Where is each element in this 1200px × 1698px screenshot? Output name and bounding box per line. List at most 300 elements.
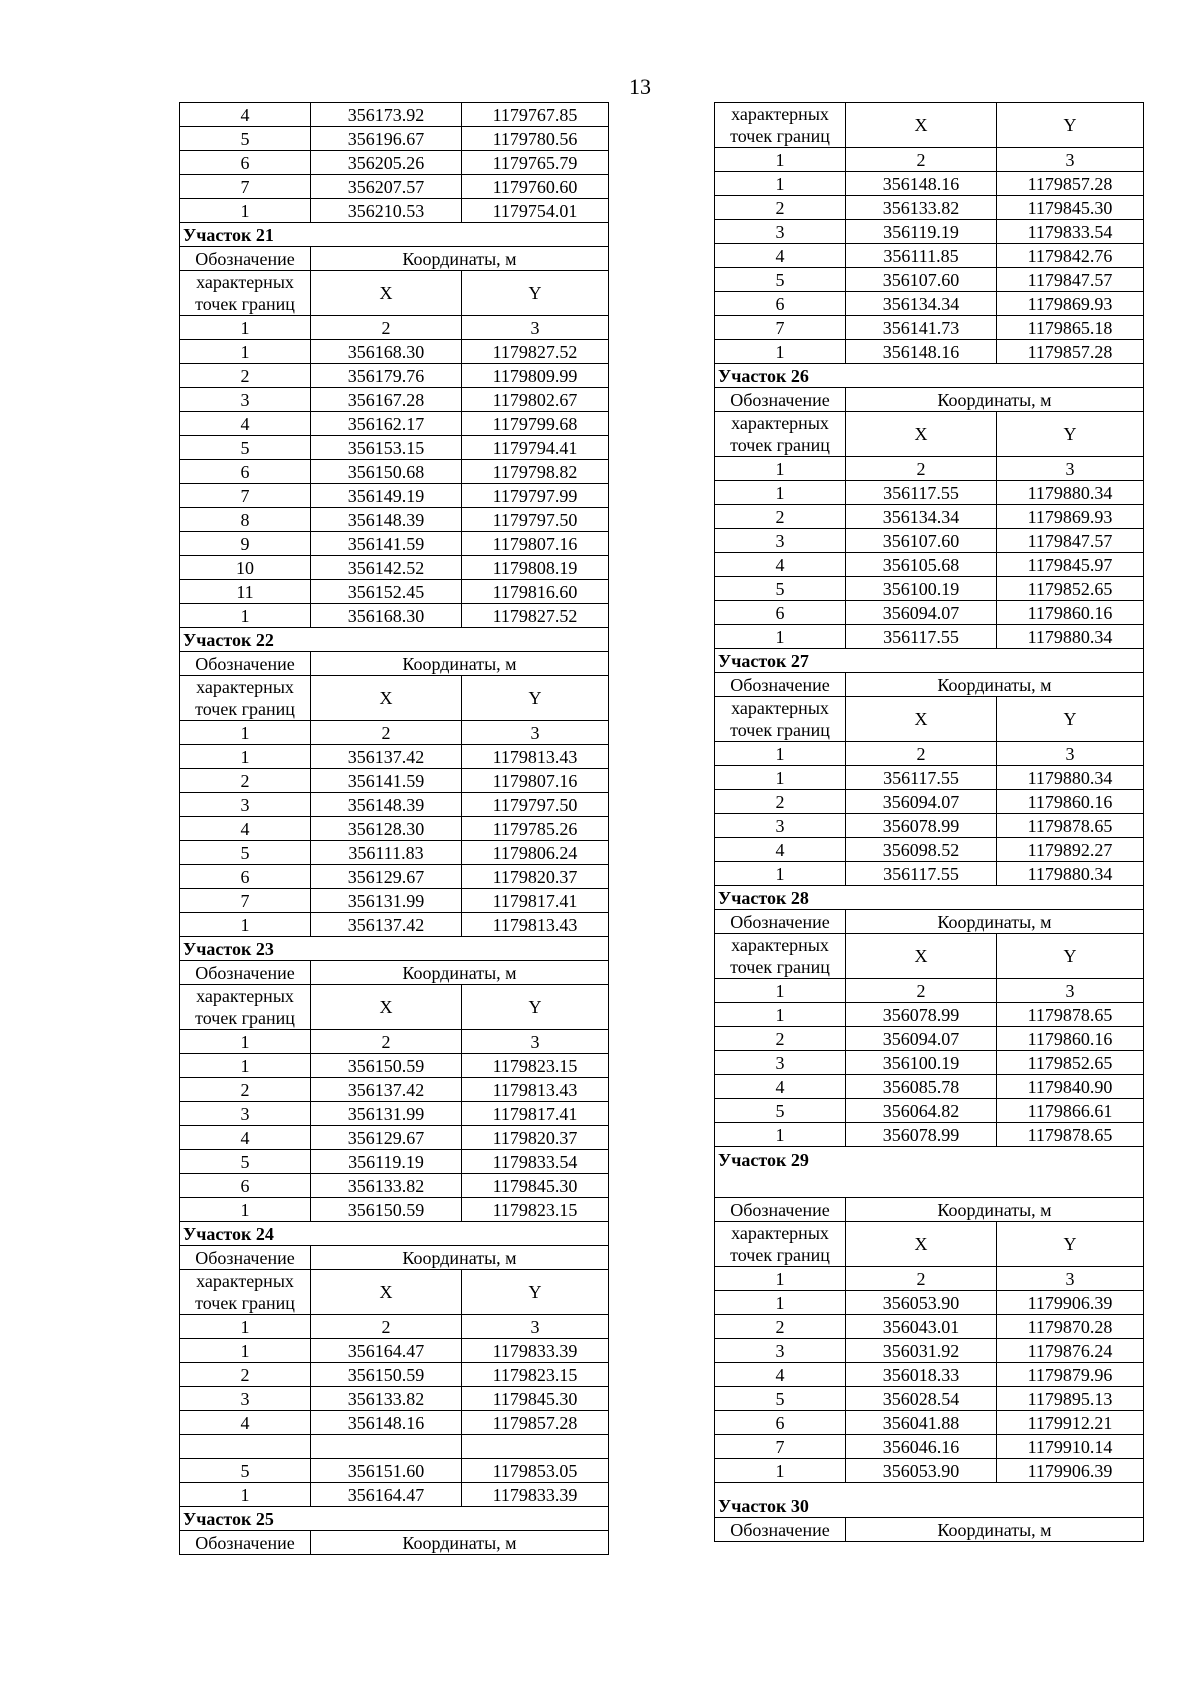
y-coordinate-cell: 1179895.13 xyxy=(997,1387,1144,1411)
x-coordinate-cell: 356078.99 xyxy=(846,1123,997,1147)
point-number-cell: 2 xyxy=(715,1027,846,1051)
column-number-cell: 1 xyxy=(715,1267,846,1291)
table-row xyxy=(180,1078,609,1102)
column-number-cell: 3 xyxy=(462,1315,609,1339)
x-coordinate-cell: 356137.42 xyxy=(311,913,462,937)
x-coordinate-cell: 356131.99 xyxy=(311,1102,462,1126)
x-coordinate-cell: 356094.07 xyxy=(846,790,997,814)
point-number-cell: 4 xyxy=(180,1411,311,1435)
point-number-cell: 4 xyxy=(180,412,311,436)
y-coordinate-cell: 1179892.27 xyxy=(997,838,1144,862)
table-row xyxy=(715,505,1144,529)
designation-header-cell: Обозначение xyxy=(180,1531,311,1555)
table-row xyxy=(715,601,1144,625)
y-coordinate-cell xyxy=(462,1435,609,1459)
y-coordinate-cell: 1179817.41 xyxy=(462,889,609,913)
x-coordinate-cell: 356100.19 xyxy=(846,1051,997,1075)
coordinates-header-cell: Координаты, м xyxy=(846,910,1144,934)
table-row xyxy=(180,841,609,865)
x-coordinate-cell: 356031.92 xyxy=(846,1339,997,1363)
x-coordinate-cell xyxy=(311,1435,462,1459)
x-coordinate-cell: 356107.60 xyxy=(846,529,997,553)
y-coordinate-cell: 1179853.05 xyxy=(462,1459,609,1483)
y-coordinate-cell: 1179833.54 xyxy=(462,1150,609,1174)
table-row xyxy=(180,484,609,508)
y-coordinate-cell: 1179852.65 xyxy=(997,1051,1144,1075)
column-number-cell: 3 xyxy=(997,148,1144,172)
point-number-cell: 9 xyxy=(180,532,311,556)
y-coordinate-cell: 1179813.43 xyxy=(462,913,609,937)
y-coordinate-cell: 1179869.93 xyxy=(997,292,1144,316)
y-coordinate-cell: 1179880.34 xyxy=(997,862,1144,886)
point-number-cell: 3 xyxy=(715,814,846,838)
point-number-cell: 1 xyxy=(180,913,311,937)
y-coordinate-cell: 1179780.56 xyxy=(462,127,609,151)
x-coordinate-cell: 356028.54 xyxy=(846,1387,997,1411)
y-coordinate-cell: 1179852.65 xyxy=(997,577,1144,601)
y-coordinate-cell: 1179808.19 xyxy=(462,556,609,580)
y-coordinate-cell: 1179813.43 xyxy=(462,745,609,769)
point-number-cell: 5 xyxy=(715,268,846,292)
table-row xyxy=(180,556,609,580)
section-title-row xyxy=(180,223,609,247)
point-number-cell: 8 xyxy=(180,508,311,532)
x-header-cell: X xyxy=(846,412,997,457)
coordinates-header-cell: Координаты, м xyxy=(846,1198,1144,1222)
x-coordinate-cell: 356046.16 xyxy=(846,1435,997,1459)
point-number-cell: 1 xyxy=(180,1054,311,1078)
point-number-cell: 1 xyxy=(715,766,846,790)
coordinates-header-cell: Координаты, м xyxy=(846,1518,1144,1542)
x-coordinate-cell: 356151.60 xyxy=(311,1459,462,1483)
x-coordinate-cell: 356205.26 xyxy=(311,151,462,175)
point-number-cell xyxy=(180,1435,311,1459)
table-row xyxy=(180,103,609,127)
y-coordinate-cell: 1179809.99 xyxy=(462,364,609,388)
point-number-cell: 1 xyxy=(715,1291,846,1315)
page-number: 13 xyxy=(629,74,651,99)
x-coordinate-cell: 356149.19 xyxy=(311,484,462,508)
y-coordinate-cell: 1179840.90 xyxy=(997,1075,1144,1099)
y-coordinate-cell: 1179857.28 xyxy=(997,172,1144,196)
table-row xyxy=(715,196,1144,220)
table-row xyxy=(180,745,609,769)
y-coordinate-cell: 1179823.15 xyxy=(462,1054,609,1078)
y-coordinate-cell: 1179857.28 xyxy=(997,340,1144,364)
y-coordinate-cell: 1179880.34 xyxy=(997,625,1144,649)
designation-header-cell: Обозначение xyxy=(180,247,311,271)
column-number-cell: 2 xyxy=(846,1267,997,1291)
section-title: Участок 21 xyxy=(180,223,609,247)
y-header-cell: Y xyxy=(462,985,609,1030)
point-number-cell: 1 xyxy=(180,604,311,628)
x-coordinate-cell: 356142.52 xyxy=(311,556,462,580)
coordinates-header-cell: Координаты, м xyxy=(311,247,609,271)
table-row xyxy=(715,1363,1144,1387)
table-row xyxy=(180,1174,609,1198)
section-title-row xyxy=(715,886,1144,910)
char-points-header-cell: характерных точек границ xyxy=(180,271,311,316)
x-coordinate-cell: 356210.53 xyxy=(311,199,462,223)
table-row xyxy=(180,793,609,817)
point-number-cell: 2 xyxy=(715,790,846,814)
point-number-cell: 1 xyxy=(715,862,846,886)
table-row xyxy=(180,865,609,889)
designation-header-cell: Обозначение xyxy=(715,910,846,934)
x-coordinate-cell: 356119.19 xyxy=(311,1150,462,1174)
y-coordinate-cell: 1179813.43 xyxy=(462,1078,609,1102)
x-coordinate-cell: 356078.99 xyxy=(846,1003,997,1027)
x-coordinate-cell: 356162.17 xyxy=(311,412,462,436)
column-number-row xyxy=(715,742,1144,766)
y-coordinate-cell: 1179878.65 xyxy=(997,814,1144,838)
y-coordinate-cell: 1179802.67 xyxy=(462,388,609,412)
x-coordinate-cell: 356094.07 xyxy=(846,601,997,625)
section-title: Участок 30 xyxy=(715,1483,1144,1518)
column-number-row xyxy=(715,1267,1144,1291)
x-coordinate-cell: 356150.59 xyxy=(311,1054,462,1078)
y-coordinate-cell: 1179797.50 xyxy=(462,793,609,817)
char-points-header-cell: характерных точек границ xyxy=(715,1222,846,1267)
table-row xyxy=(180,532,609,556)
y-coordinate-cell: 1179866.61 xyxy=(997,1099,1144,1123)
point-number-cell: 6 xyxy=(180,1174,311,1198)
point-number-cell: 7 xyxy=(180,175,311,199)
coordinates-header-cell: Координаты, м xyxy=(846,673,1144,697)
point-number-cell: 11 xyxy=(180,580,311,604)
x-coordinate-cell: 356137.42 xyxy=(311,1078,462,1102)
x-coordinate-cell: 356107.60 xyxy=(846,268,997,292)
designation-header-cell: Обозначение xyxy=(715,388,846,412)
point-number-cell: 4 xyxy=(715,244,846,268)
x-header-cell: X xyxy=(846,697,997,742)
x-coordinate-cell: 356094.07 xyxy=(846,1027,997,1051)
table-row xyxy=(180,199,609,223)
y-coordinate-cell: 1179798.82 xyxy=(462,460,609,484)
column-number-cell: 3 xyxy=(997,742,1144,766)
point-number-cell: 1 xyxy=(180,199,311,223)
designation-header-cell: Обозначение xyxy=(180,652,311,676)
table-row xyxy=(715,1291,1144,1315)
table-header-row xyxy=(715,1198,1144,1222)
y-coordinate-cell: 1179833.39 xyxy=(462,1339,609,1363)
table-row xyxy=(180,1054,609,1078)
x-coordinate-cell: 356098.52 xyxy=(846,838,997,862)
point-number-cell: 6 xyxy=(180,865,311,889)
table-header-row xyxy=(715,673,1144,697)
x-coordinate-cell: 356111.85 xyxy=(846,244,997,268)
x-coordinate-cell: 356133.82 xyxy=(311,1174,462,1198)
table-header-row xyxy=(715,1518,1144,1542)
coordinates-header-cell: Координаты, м xyxy=(311,1246,609,1270)
point-number-cell: 2 xyxy=(180,364,311,388)
table-row xyxy=(715,1339,1144,1363)
point-number-cell: 1 xyxy=(180,1483,311,1507)
table-row-empty xyxy=(180,1435,609,1459)
point-number-cell: 5 xyxy=(715,577,846,601)
y-coordinate-cell: 1179860.16 xyxy=(997,1027,1144,1051)
coordinates-header-cell: Координаты, м xyxy=(311,1531,609,1555)
x-coordinate-cell: 356173.92 xyxy=(311,103,462,127)
y-coordinate-cell: 1179794.41 xyxy=(462,436,609,460)
table-row xyxy=(715,553,1144,577)
x-header-cell: X xyxy=(846,1222,997,1267)
y-coordinate-cell: 1179860.16 xyxy=(997,601,1144,625)
left-column xyxy=(179,102,609,1555)
table-row xyxy=(715,1387,1144,1411)
table-row xyxy=(715,1315,1144,1339)
y-coordinate-cell: 1179906.39 xyxy=(997,1291,1144,1315)
y-coordinate-cell: 1179842.76 xyxy=(997,244,1144,268)
y-header-cell: Y xyxy=(462,1270,609,1315)
section-title: Участок 25 xyxy=(180,1507,609,1531)
column-number-cell: 1 xyxy=(180,1315,311,1339)
point-number-cell: 2 xyxy=(715,1315,846,1339)
section-title: Участок 24 xyxy=(180,1222,609,1246)
y-coordinate-cell: 1179827.52 xyxy=(462,340,609,364)
table-row xyxy=(715,316,1144,340)
point-number-cell: 1 xyxy=(715,340,846,364)
table-row xyxy=(715,838,1144,862)
table-row xyxy=(180,817,609,841)
x-coordinate-cell: 356041.88 xyxy=(846,1411,997,1435)
point-number-cell: 4 xyxy=(715,838,846,862)
x-coordinate-cell: 356153.15 xyxy=(311,436,462,460)
column-number-cell: 2 xyxy=(846,457,997,481)
table-row xyxy=(180,127,609,151)
x-coordinate-cell: 356111.83 xyxy=(311,841,462,865)
x-coordinate-cell: 356164.47 xyxy=(311,1339,462,1363)
x-coordinate-cell: 356196.67 xyxy=(311,127,462,151)
point-number-cell: 5 xyxy=(180,841,311,865)
char-points-header-cell: характерных точек границ xyxy=(715,412,846,457)
y-coordinate-cell: 1179817.41 xyxy=(462,1102,609,1126)
x-header-cell: X xyxy=(311,985,462,1030)
x-coordinate-cell: 356141.59 xyxy=(311,769,462,793)
section-title-row xyxy=(180,937,609,961)
point-number-cell: 5 xyxy=(180,1459,311,1483)
section-title: Участок 29 xyxy=(715,1147,1144,1198)
x-coordinate-cell: 356128.30 xyxy=(311,817,462,841)
column-number-cell: 1 xyxy=(180,1030,311,1054)
table-row xyxy=(180,175,609,199)
section-title-row xyxy=(715,1147,1144,1198)
column-number-cell: 1 xyxy=(715,457,846,481)
table-row xyxy=(715,577,1144,601)
y-coordinate-cell: 1179880.34 xyxy=(997,481,1144,505)
table-header-row xyxy=(180,1246,609,1270)
x-coordinate-cell: 356152.45 xyxy=(311,580,462,604)
x-header-cell: X xyxy=(311,271,462,316)
designation-header-cell: Обозначение xyxy=(180,961,311,985)
point-number-cell: 10 xyxy=(180,556,311,580)
x-header-cell: X xyxy=(311,676,462,721)
x-coordinate-cell: 356053.90 xyxy=(846,1291,997,1315)
point-number-cell: 6 xyxy=(715,1411,846,1435)
table-row xyxy=(715,1027,1144,1051)
column-number-cell: 1 xyxy=(715,979,846,1003)
x-coordinate-cell: 356117.55 xyxy=(846,481,997,505)
table-header-row xyxy=(180,652,609,676)
y-coordinate-cell: 1179816.60 xyxy=(462,580,609,604)
table-row xyxy=(180,1483,609,1507)
table-row xyxy=(180,1126,609,1150)
x-coordinate-cell: 356150.68 xyxy=(311,460,462,484)
column-number-row xyxy=(180,721,609,745)
y-coordinate-cell: 1179880.34 xyxy=(997,766,1144,790)
column-number-cell: 2 xyxy=(846,148,997,172)
table-row xyxy=(180,1339,609,1363)
table-row xyxy=(715,292,1144,316)
x-coordinate-cell: 356043.01 xyxy=(846,1315,997,1339)
y-header-cell: Y xyxy=(997,697,1144,742)
x-coordinate-cell: 356141.59 xyxy=(311,532,462,556)
x-coordinate-cell: 356150.59 xyxy=(311,1198,462,1222)
table-row xyxy=(715,814,1144,838)
point-number-cell: 1 xyxy=(180,745,311,769)
y-coordinate-cell: 1179760.60 xyxy=(462,175,609,199)
table-row xyxy=(715,244,1144,268)
column-number-cell: 3 xyxy=(997,979,1144,1003)
table-row xyxy=(715,766,1144,790)
x-coordinate-cell: 356129.67 xyxy=(311,1126,462,1150)
section-title: Участок 22 xyxy=(180,628,609,652)
x-coordinate-cell: 356148.16 xyxy=(311,1411,462,1435)
column-number-cell: 2 xyxy=(846,742,997,766)
table-row xyxy=(180,412,609,436)
x-coordinate-cell: 356078.99 xyxy=(846,814,997,838)
table-row xyxy=(180,604,609,628)
x-coordinate-cell: 356064.82 xyxy=(846,1099,997,1123)
y-coordinate-cell: 1179823.15 xyxy=(462,1198,609,1222)
point-number-cell: 1 xyxy=(180,340,311,364)
point-number-cell: 3 xyxy=(715,1339,846,1363)
y-coordinate-cell: 1179820.37 xyxy=(462,865,609,889)
x-coordinate-cell: 356148.39 xyxy=(311,508,462,532)
y-header-cell: Y xyxy=(462,676,609,721)
table-row xyxy=(180,460,609,484)
point-number-cell: 3 xyxy=(180,1387,311,1411)
table-row xyxy=(180,913,609,937)
char-points-header-cell: характерных точек границ xyxy=(715,934,846,979)
y-coordinate-cell: 1179845.30 xyxy=(997,196,1144,220)
column-number-cell: 1 xyxy=(715,148,846,172)
table-row xyxy=(180,436,609,460)
y-coordinate-cell: 1179827.52 xyxy=(462,604,609,628)
table-row xyxy=(715,481,1144,505)
table-row xyxy=(180,1150,609,1174)
section-title-row xyxy=(715,364,1144,388)
table-row xyxy=(180,1102,609,1126)
y-coordinate-cell: 1179878.65 xyxy=(997,1123,1144,1147)
point-number-cell: 1 xyxy=(715,481,846,505)
column-number-cell: 2 xyxy=(311,721,462,745)
point-number-cell: 7 xyxy=(180,484,311,508)
point-number-cell: 4 xyxy=(715,553,846,577)
table-row xyxy=(715,1075,1144,1099)
right-column xyxy=(714,102,1144,1542)
table-row xyxy=(715,268,1144,292)
point-number-cell: 2 xyxy=(180,769,311,793)
x-coordinate-cell: 356134.34 xyxy=(846,292,997,316)
x-coordinate-cell: 356207.57 xyxy=(311,175,462,199)
table-row xyxy=(180,1198,609,1222)
y-coordinate-cell: 1179860.16 xyxy=(997,790,1144,814)
point-number-cell: 6 xyxy=(180,460,311,484)
point-number-cell: 4 xyxy=(180,103,311,127)
y-coordinate-cell: 1179869.93 xyxy=(997,505,1144,529)
y-coordinate-cell: 1179879.96 xyxy=(997,1363,1144,1387)
point-number-cell: 1 xyxy=(180,1339,311,1363)
section-title-row xyxy=(180,628,609,652)
char-points-header-cell: характерных точек границ xyxy=(180,676,311,721)
column-number-cell: 2 xyxy=(311,316,462,340)
x-coordinate-cell: 356168.30 xyxy=(311,340,462,364)
table-row xyxy=(715,862,1144,886)
section-title: Участок 28 xyxy=(715,886,1144,910)
point-number-cell: 4 xyxy=(715,1363,846,1387)
char-points-header-cell: характерных точек границ xyxy=(715,103,846,148)
table-row xyxy=(180,580,609,604)
point-number-cell: 7 xyxy=(180,889,311,913)
table-row xyxy=(180,1411,609,1435)
x-coordinate-cell: 356105.68 xyxy=(846,553,997,577)
coordinates-header-cell: Координаты, м xyxy=(311,961,609,985)
point-number-cell: 4 xyxy=(180,817,311,841)
x-coordinate-cell: 356141.73 xyxy=(846,316,997,340)
char-points-header-cell: характерных точек границ xyxy=(715,697,846,742)
coordinates-header-cell: Координаты, м xyxy=(846,388,1144,412)
point-number-cell: 5 xyxy=(715,1099,846,1123)
point-number-cell: 5 xyxy=(180,1150,311,1174)
table-row xyxy=(180,769,609,793)
y-coordinate-cell: 1179797.99 xyxy=(462,484,609,508)
section-title: Участок 27 xyxy=(715,649,1144,673)
x-coordinate-cell: 356168.30 xyxy=(311,604,462,628)
column-number-cell: 3 xyxy=(462,316,609,340)
char-points-header-cell: характерных точек границ xyxy=(180,1270,311,1315)
section-title: Участок 26 xyxy=(715,364,1144,388)
point-number-cell: 1 xyxy=(180,1198,311,1222)
table-row xyxy=(715,220,1144,244)
point-number-cell: 1 xyxy=(715,172,846,196)
section-title-row xyxy=(180,1222,609,1246)
column-number-cell: 1 xyxy=(180,316,311,340)
table-row xyxy=(715,340,1144,364)
y-coordinate-cell: 1179912.21 xyxy=(997,1411,1144,1435)
y-coordinate-cell: 1179876.24 xyxy=(997,1339,1144,1363)
column-number-cell: 2 xyxy=(311,1030,462,1054)
table-row xyxy=(715,529,1144,553)
table-row xyxy=(715,1435,1144,1459)
table-row xyxy=(180,1459,609,1483)
table-row xyxy=(180,1387,609,1411)
y-header-cell: Y xyxy=(997,412,1144,457)
x-coordinate-cell: 356167.28 xyxy=(311,388,462,412)
x-coordinate-cell: 356150.59 xyxy=(311,1363,462,1387)
table-header-row xyxy=(715,388,1144,412)
column-number-cell: 2 xyxy=(846,979,997,1003)
section-title: Участок 23 xyxy=(180,937,609,961)
table-row xyxy=(715,1051,1144,1075)
point-number-cell: 2 xyxy=(715,196,846,220)
column-number-row xyxy=(180,316,609,340)
y-header-cell: Y xyxy=(462,271,609,316)
point-number-cell: 5 xyxy=(180,127,311,151)
table-row xyxy=(715,625,1144,649)
y-coordinate-cell: 1179857.28 xyxy=(462,1411,609,1435)
column-number-row xyxy=(715,457,1144,481)
